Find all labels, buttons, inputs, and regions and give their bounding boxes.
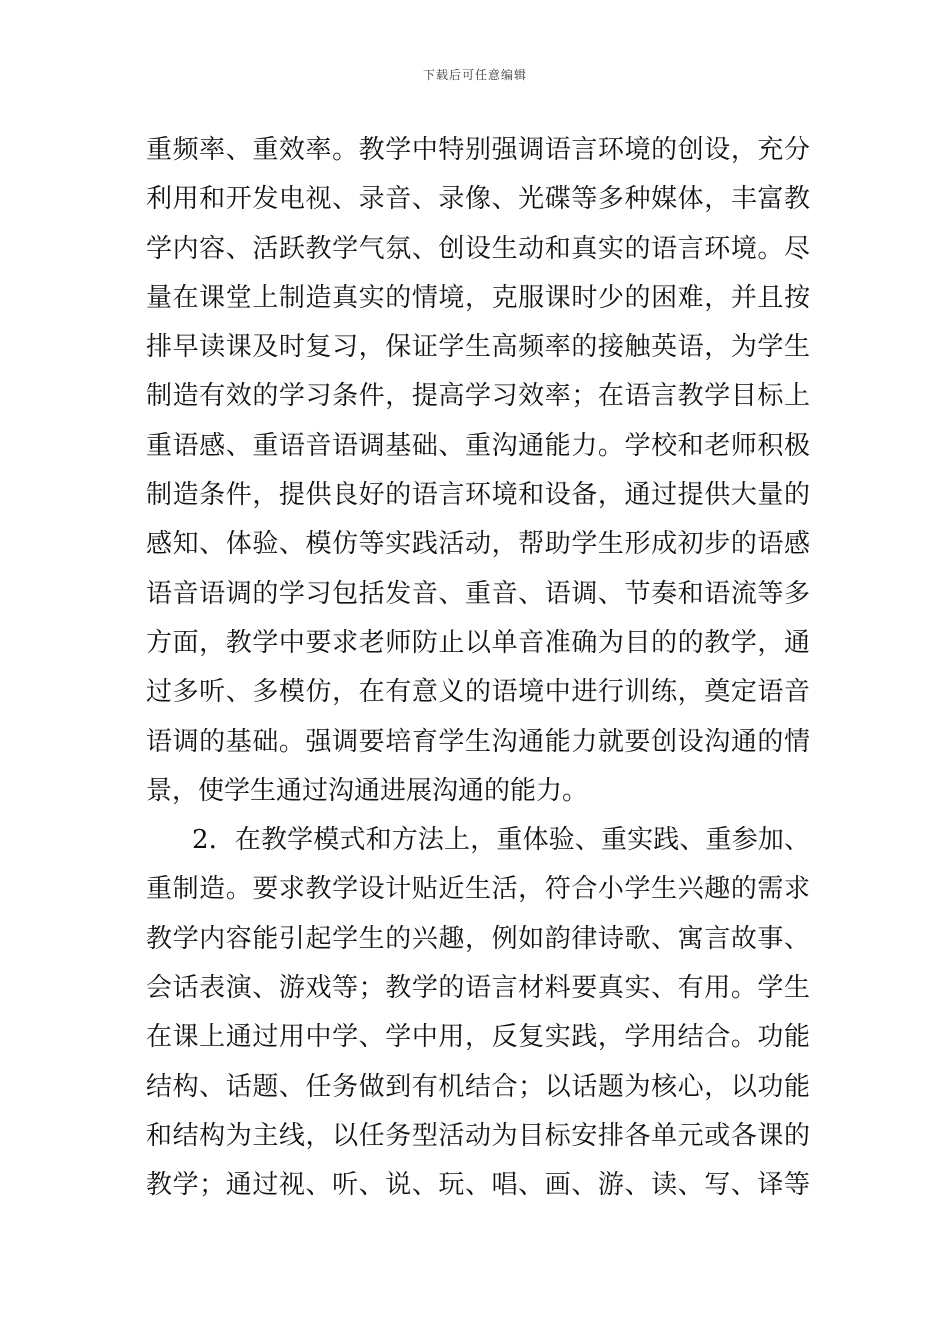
text-line: 会话表演、游戏等；教学的语言材料要真实、有用。学生 <box>146 973 810 1004</box>
header-note: 下载后可任意编辑 <box>422 68 527 82</box>
text-line: 量在课堂上制造真实的情境，克服课时少的困难，并且按 <box>146 282 810 313</box>
text-line: 制造条件，提供良好的语言环境和设备，通过提供大量的 <box>146 480 810 511</box>
text-line: 过多听、多模仿，在有意义的语境中进行训练，奠定语音 <box>146 677 810 708</box>
text-line: 制造有效的学习条件，提高学习效率；在语言教学目标上 <box>146 381 810 412</box>
text-line: 语音语调的学习包括发音、重音、语调、节奏和语流等多 <box>146 578 810 609</box>
text-line: 学内容、活跃教学气氛、创设生动和真实的语言环境。尽 <box>146 233 810 264</box>
text-line: 景，使学生通过沟通进展沟通的能力。 <box>146 775 589 806</box>
text-line: 感知、体验、模仿等实践活动，帮助学生形成初步的语感 <box>146 529 810 560</box>
text-line: 教学；通过视、听、说、玩、唱、画、游、读、写、译等 <box>146 1170 810 1201</box>
text-line: 重频率、重效率。教学中特别强调语言环境的创设，充分 <box>146 135 810 165</box>
text-line: 语调的基础。强调要培育学生沟通能力就要创设沟通的情 <box>146 726 810 757</box>
text-line: 和结构为主线，以任务型活动为目标安排各单元或各课的 <box>146 1120 810 1151</box>
text-line: 排早读课及时复习，保证学生高频率的接触英语，为学生 <box>146 332 810 363</box>
body-text <box>146 126 810 1211</box>
paragraph-start-line: 2．在教学模式和方法上，重体验、重实践、重参加、 <box>192 825 810 856</box>
text-line: 重语感、重语音语调基础、重沟通能力。学校和老师积极 <box>146 430 810 461</box>
text-line: 重制造。要求教学设计贴近生活，符合小学生兴趣的需求 <box>146 874 810 905</box>
text-line: 利用和开发电视、录音、录像、光碟等多种媒体，丰富教 <box>146 184 810 215</box>
text-line: 教学内容能引起学生的兴趣，例如韵律诗歌、寓言故事、 <box>146 923 810 954</box>
text-line: 结构、话题、任务做到有机结合；以话题为核心，以功能 <box>146 1071 810 1102</box>
text-line: 在课上通过用中学、学中用，反复实践，学用结合。功能 <box>146 1022 810 1053</box>
text-line: 方面，教学中要求老师防止以单音准确为目的的教学，通 <box>146 627 810 658</box>
